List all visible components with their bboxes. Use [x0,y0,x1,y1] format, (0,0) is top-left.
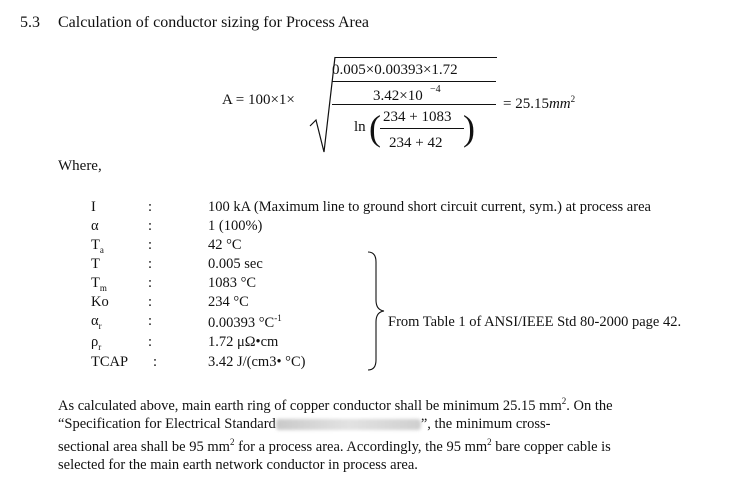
variable-colon: : [148,199,153,215]
ln-numerator: 234 + 1083 [383,109,452,125]
variable-colon: : [148,334,153,350]
variable-symbol: $T_m$ [91,275,107,293]
variable-value: 1.72 μΩ•cm [208,334,279,350]
numerator-bottom-exponent: −4 [430,84,441,95]
variable-value: 3.42 J/(cm3• °C) [208,354,306,370]
ln-denominator: 234 + 42 [389,135,443,151]
variable-colon: : [148,275,153,291]
left-paren: ( [369,108,381,148]
section-number: 5.3 [20,14,40,31]
variable-value: 1083 °C [208,275,257,291]
variable-colon: : [148,313,153,329]
variable-symbol: T [91,256,100,272]
redacted-text [276,419,421,430]
variable-colon: : [148,237,153,253]
variable-colon: : [148,294,153,310]
variable-symbol: α [91,218,99,234]
variable-value: 234 °C [208,294,249,310]
variable-symbol: $T_a$ [91,237,104,255]
variable-colon: : [148,218,153,234]
numerator-top: 0.005×0.00393×1.72 [332,62,458,78]
variable-symbol: I [91,199,96,215]
variable-symbol: Ko [91,294,109,310]
variable-colon: : [153,354,158,370]
ln-label: ln [354,119,366,135]
variable-value: 42 °C [208,237,242,253]
numerator-bottom-base: 3.42×10 [373,88,423,104]
variable-symbol: TCAP [91,354,129,370]
variable-value: 0.005 sec [208,256,263,272]
variable-value: 100 kA (Maximum line to ground short circuit current, sym.) at process area [208,199,651,215]
variable-symbol: $\rho_r$ [91,334,102,352]
variable-symbol: $\alpha_r$ [91,313,102,331]
equation-lhs: A = 100×1× [222,92,295,108]
variable-colon: : [148,256,153,272]
equation-result: = $25.15mm^2$ [503,94,576,112]
right-brace-icon [366,250,388,372]
brace-note: From Table 1 of ANSI/IEEE Std 80-2000 page 42. [388,314,682,330]
conclusion-paragraph: As calculated above, main earth ring of copper conductor shall be minimum 25.15 $mm^2$. On the “Specification for Electrical Standard ”, the minimum cross- sectional area shall be 95 $mm^2$ for a process area. Accordingly, the 95 $mm^2$ bare copper cable is selected for the main earth network conductor in process area. [58,396,613,473]
right-paren: ) [463,108,475,148]
variable-value: 0.00393 $^\circ C^{-1}$ [208,313,282,331]
where-label: Where, [58,158,102,174]
section-title: Calculation of conductor sizing for Process Area [58,14,370,31]
variable-value: 1 (100%) [208,218,263,234]
